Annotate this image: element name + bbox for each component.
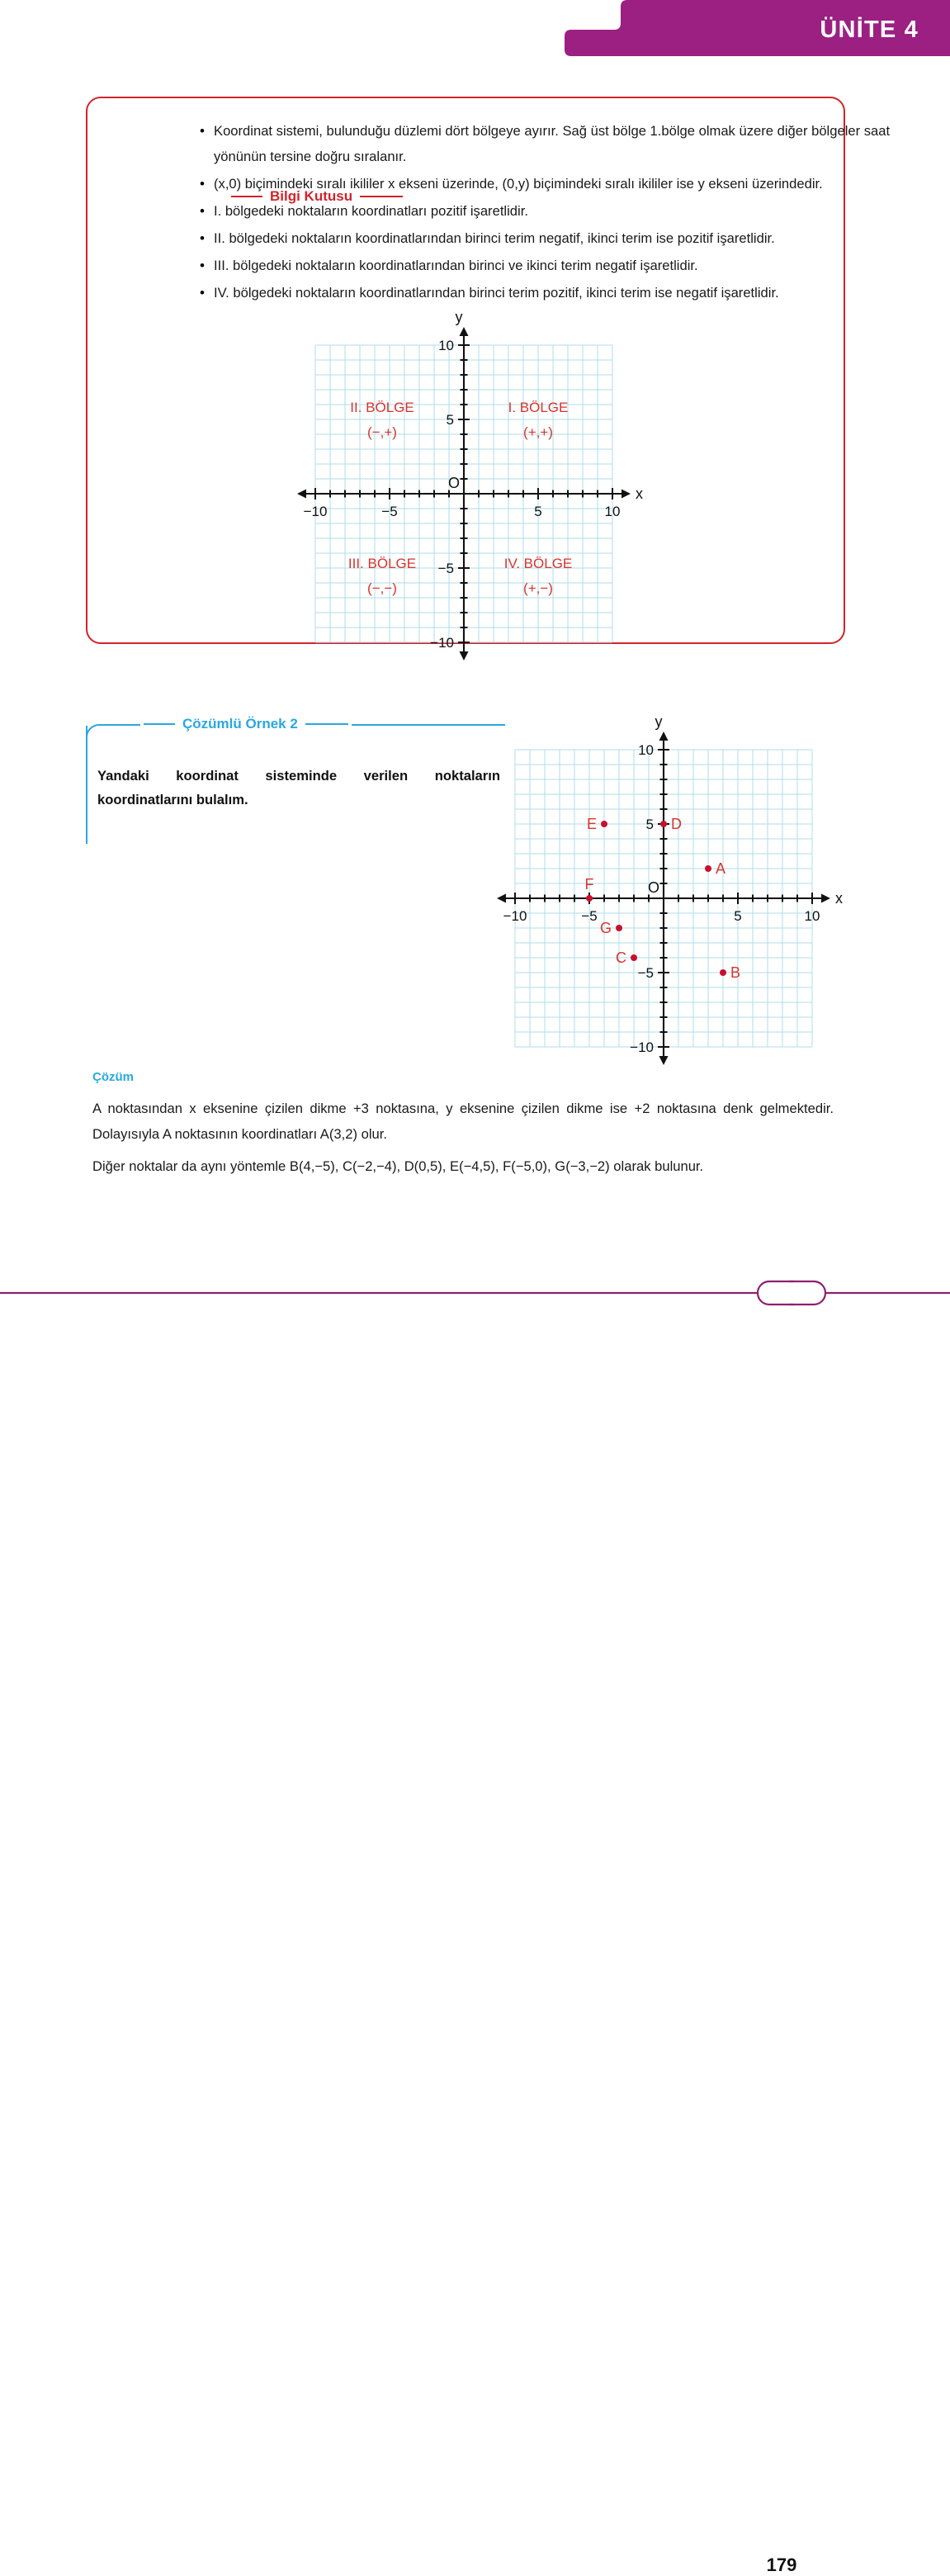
svg-text:−10: −10 xyxy=(630,1039,654,1055)
bullet-item xyxy=(200,280,915,305)
bullet-marker-icon: • xyxy=(200,230,205,246)
bullet-text: IV. bölgedeki noktaların koordinatlarından birinci terim pozitif, ikinci terim ise negatif işaretlidir. xyxy=(214,285,779,301)
svg-text:−10: −10 xyxy=(503,908,527,924)
bullet-text: III. bölgedeki noktaların koordinatlarından birinci ve ikinci terim negatif işaretlidir. xyxy=(214,258,698,273)
y-axis-label: y xyxy=(655,713,663,730)
quadrant-3 xyxy=(348,556,416,596)
origin-label: O xyxy=(648,879,660,896)
bullet-text: (x,0) biçimindeki sıralı ikililer x ekseni üzerinde, (0,y) biçimindeki sıralı ikililer ise y ekseni üzerindedir. xyxy=(214,176,823,192)
plotted-point-F xyxy=(585,876,594,902)
svg-text:F: F xyxy=(584,876,594,893)
quadrant-chart-svg xyxy=(277,307,650,680)
bullet-text: Koordinat sistemi, bulunduğu düzlemi dört bölgeye ayırır. Sağ üst bölge 1.bölge olmak üzere diğer bölgeler saat yönünün tersine doğru sıralanır. xyxy=(214,123,891,164)
example-rule-left xyxy=(144,723,175,726)
bullet-text: II. bölgedeki noktaların koordinatlarından birinci terim negatif, ikinci terim ise pozitif işaretlidir. xyxy=(214,230,775,246)
origin-label: O xyxy=(448,475,461,491)
svg-text:(+,+): (+,+) xyxy=(523,424,553,440)
info-box-bullet-list xyxy=(200,118,915,307)
svg-text:−10: −10 xyxy=(303,504,328,519)
solution-paragraph: Diğer noktalar da aynı yöntemle B(4,−5), C(−2,−4), D(0,5), E(−4,5), F(−5,0), G(−3,−2) olarak bulunur. xyxy=(92,1158,704,1174)
svg-text:−10: −10 xyxy=(430,635,454,651)
bullet-marker-icon: • xyxy=(200,176,205,192)
svg-text:10: 10 xyxy=(604,504,621,519)
x-axis-label: x xyxy=(835,890,843,907)
svg-text:IV. BÖLGE: IV. BÖLGE xyxy=(503,556,573,571)
unit-title: ÜNİTE 4 xyxy=(820,17,919,43)
example-title-wrap xyxy=(140,715,352,733)
solution-body xyxy=(92,1096,834,1186)
example-title: Çözümlü Örnek 2 xyxy=(182,716,298,732)
bullet-marker-icon: • xyxy=(200,123,205,139)
svg-text:10: 10 xyxy=(638,742,654,758)
svg-text:II. BÖLGE: II. BÖLGE xyxy=(350,400,414,415)
solution-paragraph: A noktasından x eksenine çizilen dikme +3 noktasına, y eksenine çizilen dikme ise +2 noktasına denk gelmektedir. Dolayısıyla A noktasının koordinatları A(3,2) olur. xyxy=(92,1101,834,1142)
example-rule-right xyxy=(305,723,348,726)
svg-text:I. BÖLGE: I. BÖLGE xyxy=(508,400,569,415)
svg-text:(+,−): (+,−) xyxy=(523,580,553,596)
bullet-marker-icon: • xyxy=(200,203,205,219)
svg-text:C: C xyxy=(616,949,626,966)
svg-text:−5: −5 xyxy=(581,908,598,924)
points-coordinate-graph xyxy=(477,712,850,1085)
bullet-item xyxy=(200,198,915,224)
bullet-marker-icon: • xyxy=(200,285,205,301)
svg-text:G: G xyxy=(599,920,612,936)
bullet-item xyxy=(200,118,915,169)
svg-text:5: 5 xyxy=(734,908,742,924)
svg-text:A: A xyxy=(716,860,726,877)
svg-text:B: B xyxy=(730,964,741,981)
info-box-title: Bilgi Kutusu xyxy=(270,188,353,204)
svg-text:D: D xyxy=(671,816,682,832)
bullet-item xyxy=(200,253,915,278)
svg-text:E: E xyxy=(586,816,597,832)
quadrant-coordinate-graph xyxy=(277,307,650,680)
svg-text:(−,−): (−,−) xyxy=(367,580,397,596)
svg-text:−5: −5 xyxy=(437,561,454,576)
svg-text:10: 10 xyxy=(438,338,454,353)
svg-text:5: 5 xyxy=(446,412,454,428)
points-chart-svg xyxy=(477,712,850,1085)
svg-text:10: 10 xyxy=(804,908,820,924)
axes xyxy=(497,732,830,1065)
svg-text:−5: −5 xyxy=(381,504,398,519)
svg-text:5: 5 xyxy=(534,504,542,519)
page-number: 179 xyxy=(766,2555,797,2575)
bullet-item xyxy=(200,225,915,251)
bullet-text: I. bölgedeki noktaların koordinatları pozitif işaretlidir. xyxy=(214,203,528,219)
svg-text:−5: −5 xyxy=(637,965,654,981)
header-banner xyxy=(0,0,950,64)
solution-label: Çözüm xyxy=(92,1070,134,1084)
bullet-item xyxy=(200,171,915,197)
svg-text:III. BÖLGE: III. BÖLGE xyxy=(347,556,417,571)
example-question-text: Yandaki koordinat sisteminde verilen noktaların koordinatlarını bulalım. xyxy=(97,768,500,807)
axes xyxy=(297,327,631,661)
footer-decoration xyxy=(0,1271,950,1314)
svg-text:(−,+): (−,+) xyxy=(367,424,397,440)
svg-text:5: 5 xyxy=(645,817,654,832)
header-banner-shape xyxy=(0,0,950,64)
x-axis-label: x xyxy=(636,485,643,502)
bullet-marker-icon: • xyxy=(200,258,205,273)
y-axis-label: y xyxy=(455,309,463,325)
page-footer xyxy=(0,1271,950,2575)
